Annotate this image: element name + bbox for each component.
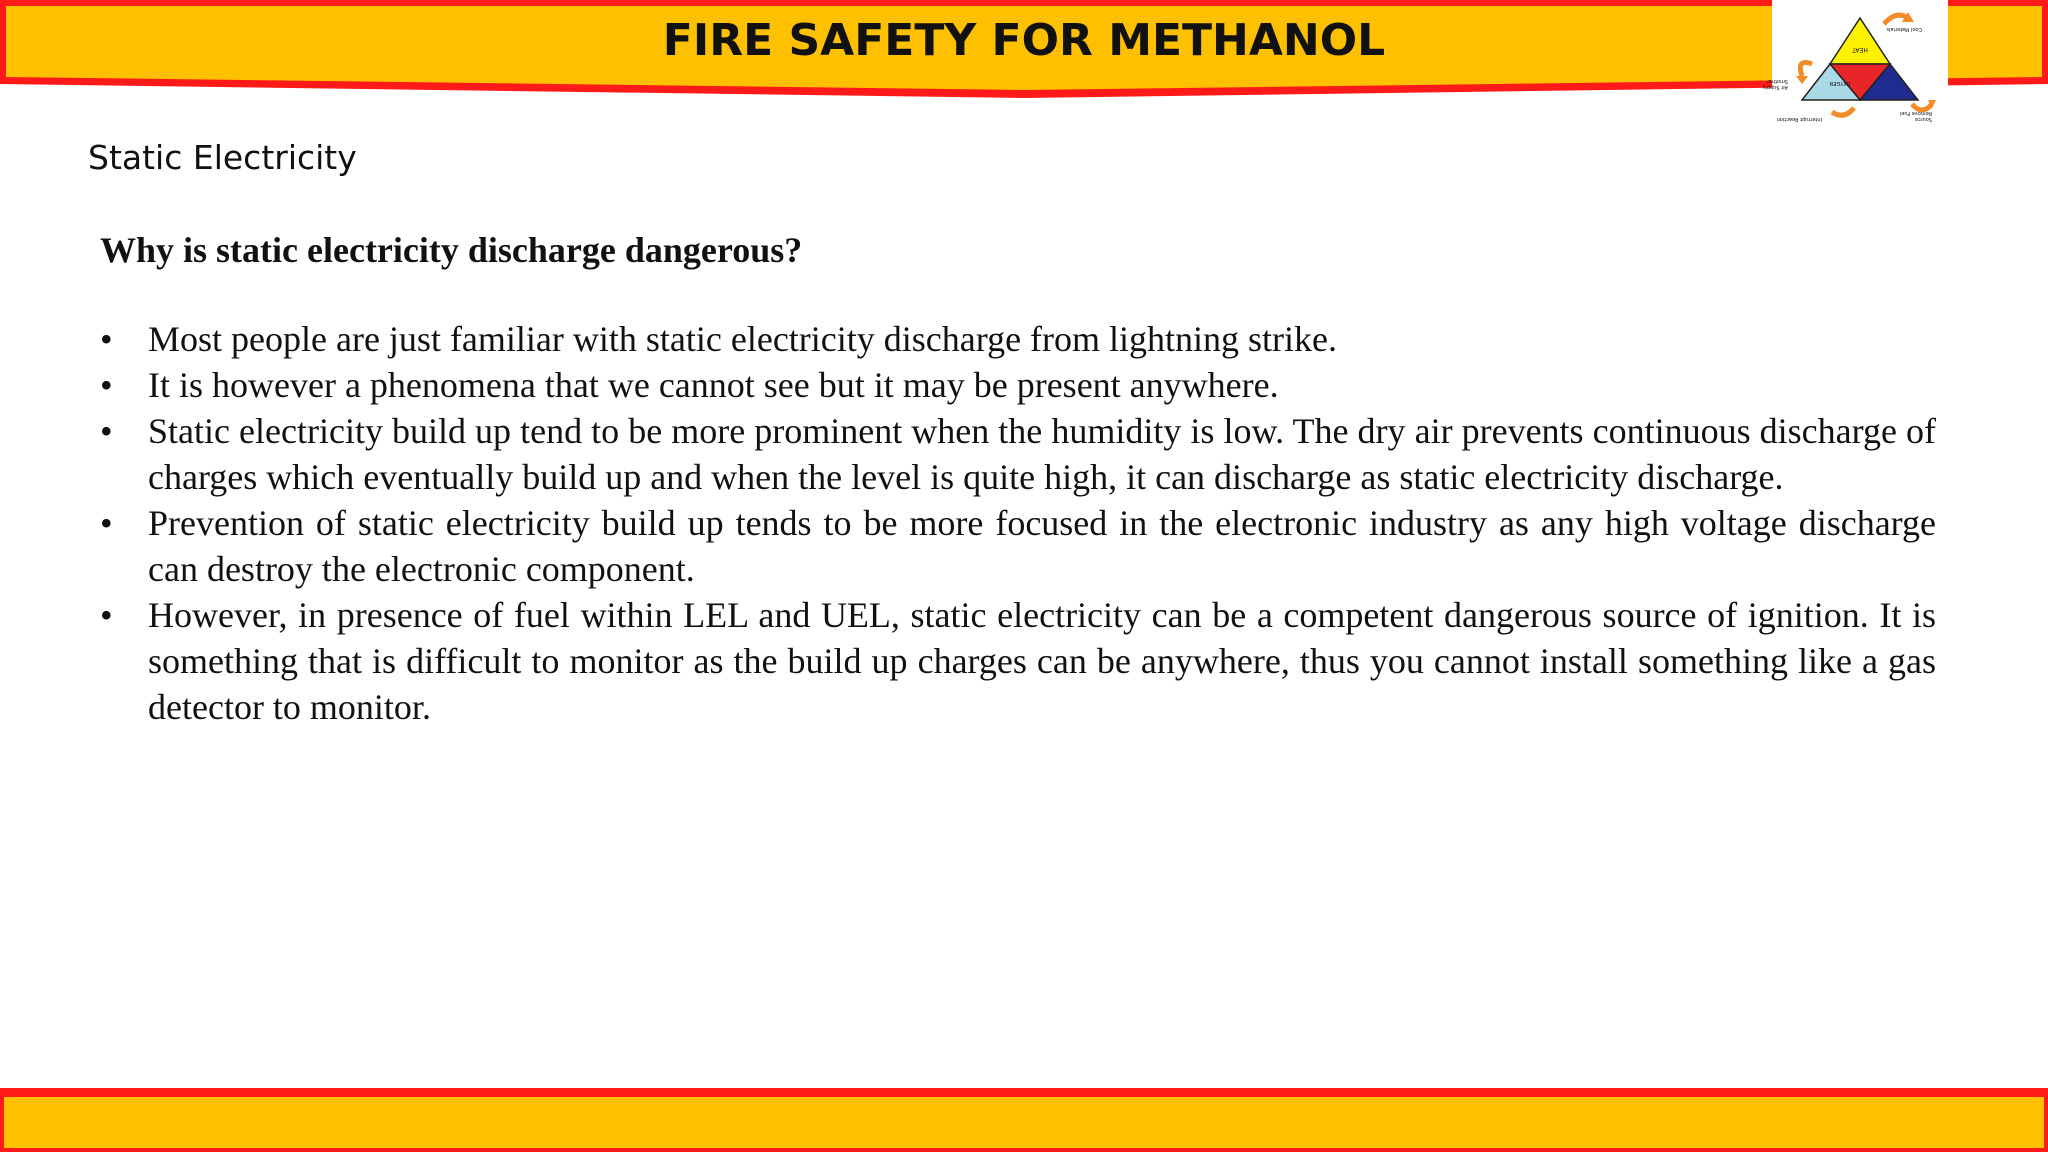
list-item: [100, 362, 1936, 408]
list-item: [100, 592, 1936, 730]
bullet-text: Most people are just familiar with static electricity discharge from lightning strike.: [148, 319, 1338, 359]
bullet-icon: •: [100, 595, 113, 635]
footer-bar: [0, 1088, 2048, 1152]
header-banner: [0, 0, 2048, 110]
bullet-text: Prevention of static electricity build up tends to be more focused in the electronic industry as any high voltage discharge can destroy the electronic component.: [148, 503, 1936, 589]
bullet-icon: •: [100, 319, 113, 359]
slide-content: [100, 226, 1936, 730]
list-item: [100, 408, 1936, 500]
svg-text:Smother: Smother: [1766, 78, 1788, 84]
bullet-text: Static electricity build up tend to be more prominent when the humidity is low. The dry air prevents continuous discharge of charges which eventually build up and when the level is quite high, it can discharge as static electricity discharge.: [148, 411, 1936, 497]
svg-text:HEAT: HEAT: [1852, 46, 1868, 53]
list-item: [100, 316, 1936, 362]
bullet-icon: •: [100, 411, 113, 451]
question-heading: Why is static electricity discharge dangerous?: [100, 230, 803, 270]
svg-text:Cool Materials: Cool Materials: [1886, 26, 1922, 32]
section-label: Static Electricity: [88, 138, 357, 177]
fire-tetrahedron-logo: [1762, 0, 1948, 130]
bullet-text: It is however a phenomena that we cannot see but it may be present anywhere.: [148, 365, 1279, 405]
page-title: FIRE SAFETY FOR METHANOL: [662, 15, 1386, 66]
svg-text:Air Supply: Air Supply: [1762, 84, 1788, 90]
svg-text:Remove Fuel: Remove Fuel: [1899, 110, 1932, 116]
svg-text:Source: Source: [1914, 116, 1932, 122]
svg-text:OXYGEN: OXYGEN: [1829, 80, 1851, 86]
bullet-list: [100, 316, 1936, 730]
bullet-icon: •: [100, 365, 113, 405]
svg-text:Interrupt Reaction: Interrupt Reaction: [1776, 116, 1822, 122]
bullet-icon: •: [100, 503, 113, 543]
bullet-text: However, in presence of fuel within LEL and UEL, static electricity can be a competent dangerous source of ignition. It is something that is difficult to monitor as the build up charges can be anywhere, thus you cannot install something like a gas detector to monitor.: [148, 595, 1936, 727]
list-item: [100, 500, 1936, 592]
